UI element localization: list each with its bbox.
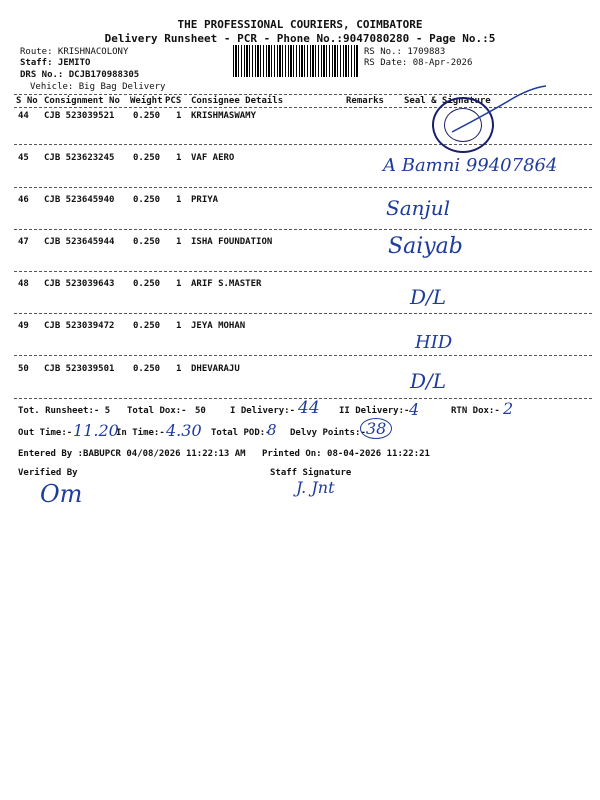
staff-label: Staff: JEMITO bbox=[20, 58, 91, 68]
row-consignment: CJB 523039472 bbox=[44, 321, 115, 331]
ii-delivery-handwritten: 4 bbox=[409, 400, 420, 419]
route-label: Route: KRISHNACOLONY bbox=[20, 47, 129, 57]
row-pcs: 1 bbox=[176, 195, 182, 205]
delvy-points-handwritten: 38 bbox=[360, 418, 392, 439]
row-pcs: 1 bbox=[176, 237, 182, 247]
row-pcs: 1 bbox=[176, 321, 182, 331]
col-consignment: Consignment No bbox=[44, 96, 120, 106]
row-consignee: VAF AERO bbox=[191, 153, 235, 163]
divider bbox=[14, 229, 592, 230]
in-time-handwritten: 4.30 bbox=[166, 421, 202, 440]
staff-signature-label: Staff Signature bbox=[270, 468, 352, 478]
row-weight: 0.250 bbox=[133, 279, 161, 289]
row-weight: 0.250 bbox=[133, 237, 161, 247]
runsheet-subtitle: Delivery Runsheet - PCR - Phone No.:9047080280 - Page No.:5 bbox=[104, 32, 496, 45]
divider bbox=[14, 313, 592, 314]
remark-handwritten: D/L bbox=[410, 369, 447, 393]
remark-handwritten: Saiyab bbox=[388, 234, 463, 259]
row-consignment: CJB 523623245 bbox=[44, 153, 115, 163]
remark-handwritten: Sanjul bbox=[386, 196, 450, 220]
barcode-image bbox=[233, 45, 359, 77]
row-pcs: 1 bbox=[176, 153, 182, 163]
row-consignee: KRISHMASWAMY bbox=[191, 111, 257, 121]
row-consignment: CJB 523039501 bbox=[44, 364, 115, 374]
total-pod-handwritten: 8 bbox=[267, 421, 277, 439]
row-sno: 44 bbox=[18, 111, 29, 121]
divider bbox=[14, 187, 592, 188]
row-weight: 0.250 bbox=[133, 321, 161, 331]
col-pcs: PCS bbox=[165, 96, 182, 106]
row-consignment: CJB 523039643 bbox=[44, 279, 115, 289]
col-weight: Weight bbox=[130, 96, 163, 106]
row-consignment: CJB 523645944 bbox=[44, 237, 115, 247]
divider bbox=[14, 144, 592, 145]
tot-runsheet: Tot. Runsheet:- 5 bbox=[18, 406, 111, 416]
row-sno: 49 bbox=[18, 321, 29, 331]
col-remarks: Remarks bbox=[346, 96, 384, 106]
col-seal-signature: Seal & Signature bbox=[404, 96, 491, 106]
out-time-handwritten: 11.20 bbox=[73, 421, 119, 440]
total-pod-label: Total POD:- bbox=[211, 428, 271, 438]
row-consignee: DHEVARAJU bbox=[191, 364, 240, 374]
remark-handwritten: D/L bbox=[410, 285, 447, 309]
col-consignee: Consignee Details bbox=[191, 96, 284, 106]
row-sno: 45 bbox=[18, 153, 29, 163]
row-weight: 0.250 bbox=[133, 195, 161, 205]
delvy-points-label: Delvy Points:- bbox=[290, 428, 366, 438]
vehicle-label: Vehicle: Big Bag Delivery bbox=[30, 82, 166, 92]
rtn-dox-label: RTN Dox:- bbox=[451, 406, 500, 416]
row-sno: 50 bbox=[18, 364, 29, 374]
row-pcs: 1 bbox=[176, 111, 182, 121]
row-sno: 48 bbox=[18, 279, 29, 289]
verified-by-label: Verified By bbox=[18, 468, 78, 478]
total-dox-label: Total Dox:- bbox=[127, 406, 187, 416]
drs-number: DRS No.: DCJB170988305 bbox=[20, 70, 140, 80]
staff-signature: J. Jnt bbox=[296, 478, 335, 497]
row-pcs: 1 bbox=[176, 364, 182, 374]
verified-signature: Om bbox=[40, 480, 83, 508]
rs-number: RS No.: 1709883 bbox=[364, 47, 446, 57]
col-sno: S No bbox=[16, 96, 38, 106]
row-consignee: ARIF S.MASTER bbox=[191, 279, 262, 289]
in-time-label: In Time:- bbox=[116, 428, 165, 438]
remark-handwritten: A Bamni 99407864 bbox=[383, 155, 558, 176]
row-pcs: 1 bbox=[176, 279, 182, 289]
row-sno: 46 bbox=[18, 195, 29, 205]
row-consignment: CJB 523039521 bbox=[44, 111, 115, 121]
rs-date: RS Date: 08-Apr-2026 bbox=[364, 58, 473, 68]
remark-handwritten: HID bbox=[415, 332, 453, 353]
out-time-label: Out Time:- bbox=[18, 428, 73, 438]
row-consignee: PRIYA bbox=[191, 195, 219, 205]
rtn-dox-handwritten: 2 bbox=[503, 399, 514, 418]
ii-delivery-label: II Delivery:- bbox=[339, 406, 410, 416]
divider bbox=[14, 271, 592, 272]
row-consignee: JEYA MOHAN bbox=[191, 321, 246, 331]
row-consignment: CJB 523645940 bbox=[44, 195, 115, 205]
row-weight: 0.250 bbox=[133, 364, 161, 374]
entered-by: Entered By :BABUPCR 04/08/2026 11:22:13 AM bbox=[18, 449, 246, 459]
i-delivery-handwritten: 44 bbox=[298, 398, 320, 418]
divider bbox=[14, 355, 592, 356]
i-delivery-label: I Delivery:- bbox=[230, 406, 296, 416]
row-sno: 47 bbox=[18, 237, 29, 247]
row-weight: 0.250 bbox=[133, 111, 161, 121]
row-weight: 0.250 bbox=[133, 153, 161, 163]
total-dox-value: 50 bbox=[195, 406, 206, 416]
printed-on: Printed On: 08-04-2026 11:22:21 bbox=[262, 449, 430, 459]
company-title: THE PROFESSIONAL COURIERS, COIMBATORE bbox=[177, 18, 423, 31]
row-consignee: ISHA FOUNDATION bbox=[191, 237, 273, 247]
signature-stroke bbox=[450, 82, 550, 142]
